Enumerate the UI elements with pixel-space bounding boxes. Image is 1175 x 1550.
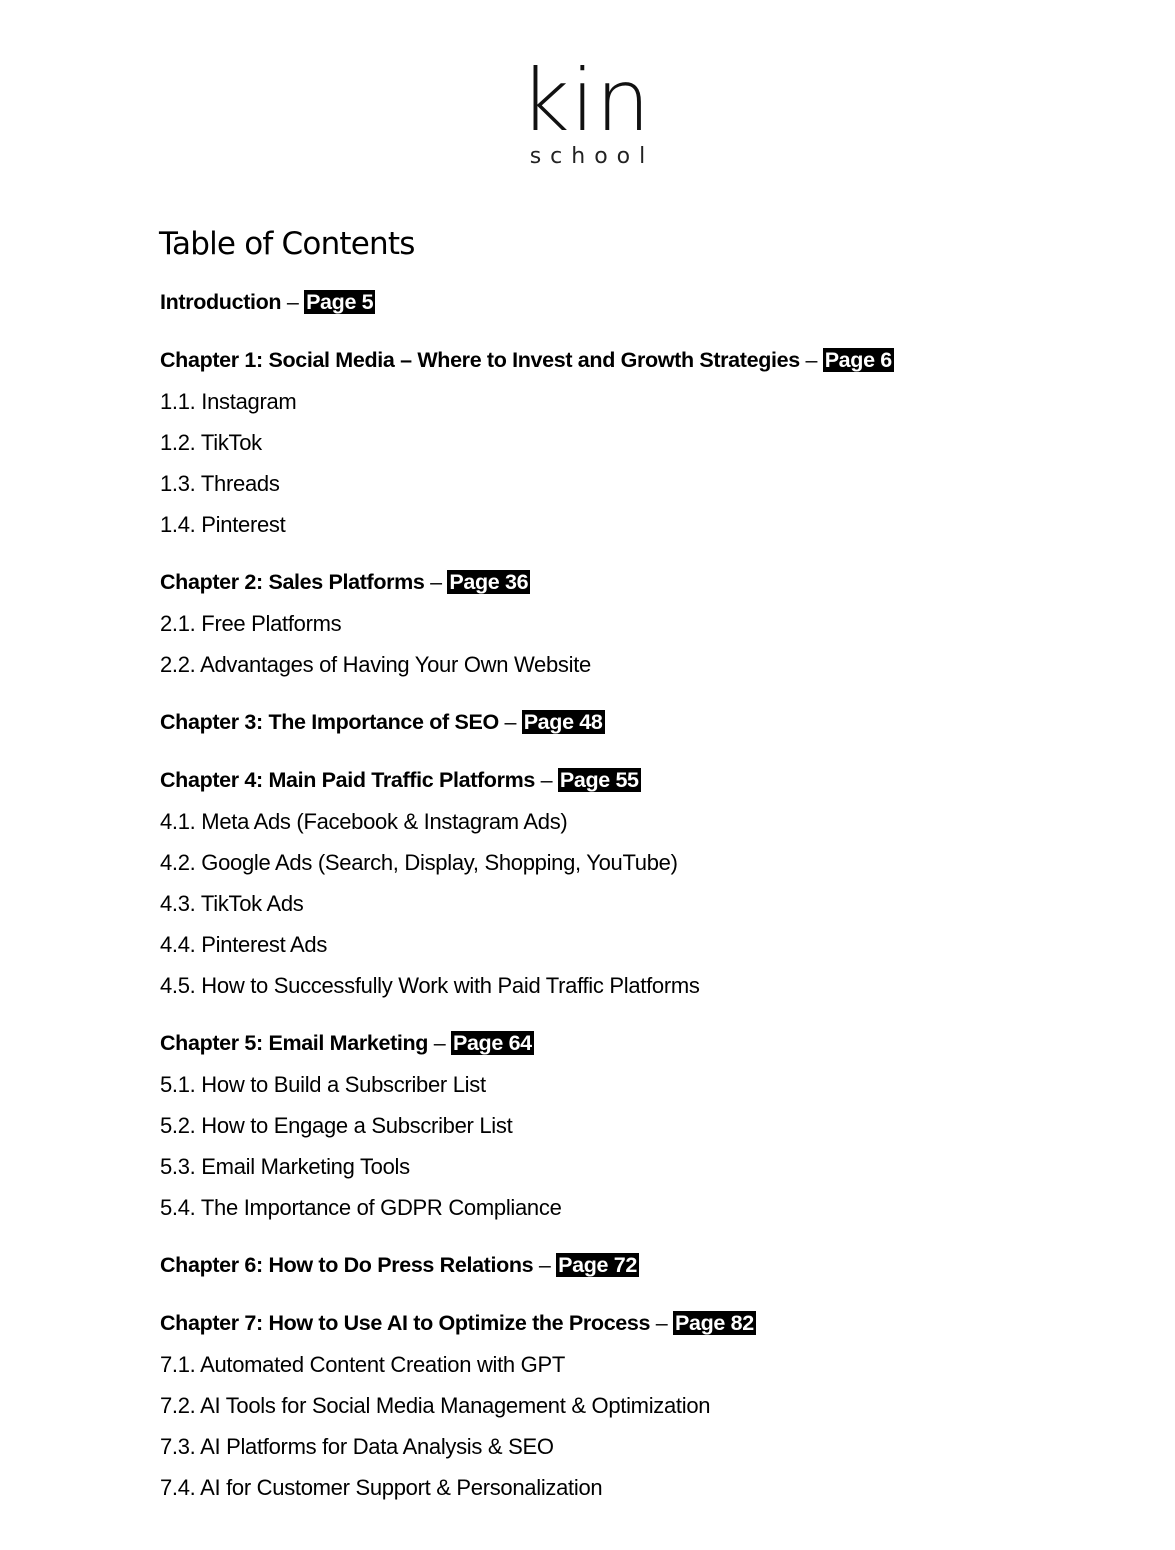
separator-dash: – [540,768,553,792]
toc-subsection-item[interactable]: 1.4. Pinterest [160,512,286,537]
kin-school-logo [0,51,1175,170]
toc-subsection-item[interactable]: 2.2. Advantages of Having Your Own Website [160,652,591,677]
toc-subsection-item[interactable]: 4.4. Pinterest Ads [160,932,328,957]
table-of-contents [160,282,1120,1508]
toc-subsection-item[interactable]: 7.4. AI for Customer Support & Personalization [160,1475,603,1500]
toc-chapter-entry[interactable] [160,1303,1120,1344]
toc-subsection-item[interactable]: 2.1. Free Platforms [160,611,342,636]
toc-subsection-item[interactable]: 7.3. AI Platforms for Data Analysis & SEO [160,1434,554,1459]
separator-dash: – [538,1253,551,1277]
toc-chapter-entry[interactable] [160,1245,1120,1286]
toc-subsection-item[interactable]: 7.1. Automated Content Creation with GPT [160,1352,566,1377]
chapter-title: Chapter 5: Email Marketing [160,1031,429,1055]
page-reference-badge[interactable]: Page 6 [824,348,892,372]
logo-wordmark: kin [519,51,652,151]
logo-subtitle: school [529,144,655,169]
toc-subsection-item[interactable]: 1.2. TikTok [160,430,262,455]
page-title: Table of Contents [159,226,415,262]
toc-chapter-entry[interactable] [160,702,1120,743]
chapter-title: Chapter 7: How to Use AI to Optimize the Process [160,1311,651,1335]
chapter-title: Chapter 4: Main Paid Traffic Platforms [160,768,535,792]
separator-dash: – [504,710,517,734]
separator-dash: – [655,1311,668,1335]
toc-chapter-entry[interactable] [160,1023,1120,1064]
toc-subsection-item[interactable]: 5.2. How to Engage a Subscriber List [160,1113,513,1138]
page-reference-badge[interactable]: Page 5 [306,290,374,314]
toc-subsection-item[interactable]: 4.5. How to Successfully Work with Paid Traffic Platforms [160,973,700,998]
chapter-title: Chapter 2: Sales Platforms [160,570,425,594]
page-reference-badge[interactable]: Page 36 [449,570,529,594]
page-reference-badge[interactable]: Page 48 [523,710,603,734]
chapter-title: Chapter 6: How to Do Press Relations [160,1253,534,1277]
toc-subsection-item[interactable]: 4.1. Meta Ads (Facebook & Instagram Ads) [160,809,568,834]
toc-chapter-entry[interactable] [160,282,1120,323]
toc-subsection-item[interactable]: 5.3. Email Marketing Tools [160,1154,410,1179]
chapter-title: Chapter 3: The Importance of SEO [160,710,499,734]
separator-dash: – [286,290,299,314]
chapter-title: Chapter 1: Social Media – Where to Invest and Growth Strategies [160,348,800,372]
separator-dash: – [805,348,818,372]
toc-chapter-entry[interactable] [160,340,1120,381]
toc-chapter-entry[interactable] [160,760,1120,801]
page-reference-badge[interactable]: Page 55 [559,768,639,792]
page-reference-badge[interactable]: Page 72 [558,1253,637,1277]
toc-subsection-item[interactable]: 7.2. AI Tools for Social Media Management & Optimization [160,1393,711,1418]
separator-dash: – [430,570,442,594]
separator-dash: – [433,1031,446,1055]
page-reference-badge[interactable]: Page 64 [452,1031,532,1055]
chapter-title: Introduction [160,290,282,314]
toc-chapter-entry[interactable] [160,562,1120,603]
toc-subsection-item[interactable]: 5.4. The Importance of GDPR Compliance [160,1195,562,1220]
toc-subsection-item[interactable]: 1.1. Instagram [160,389,297,414]
toc-subsection-item[interactable]: 4.3. TikTok Ads [160,891,304,916]
toc-subsection-item[interactable]: 1.3. Threads [160,471,280,496]
toc-subsection-item[interactable]: 5.1. How to Build a Subscriber List [160,1072,486,1097]
page-reference-badge[interactable]: Page 82 [675,1311,754,1335]
toc-subsection-item[interactable]: 4.2. Google Ads (Search, Display, Shopping, YouTube) [160,850,678,875]
